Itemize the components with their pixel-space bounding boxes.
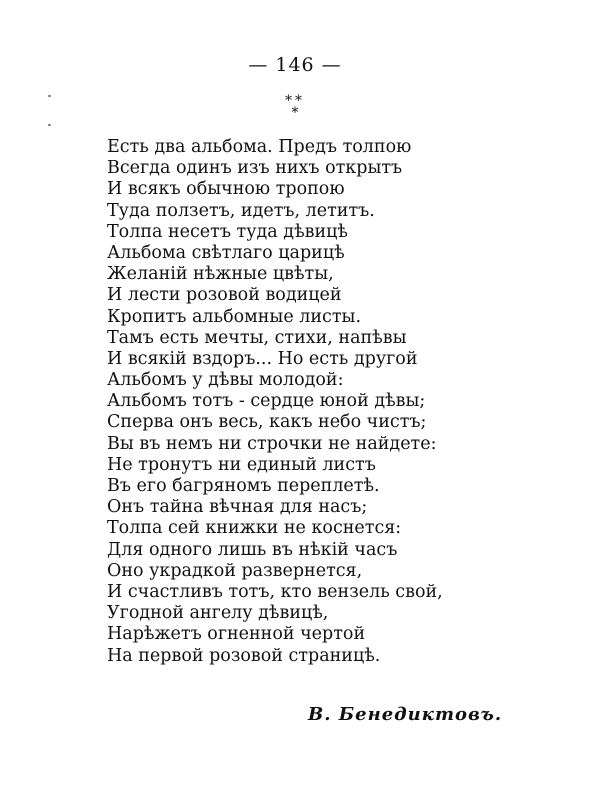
ornament-bottom: * [291,105,299,121]
poem-line: И всякъ обычною тропою [107,179,345,200]
poem-line: Тамъ есть мечты, стихи, напѣвы [107,327,407,348]
poem-line: Не тронутъ ни единый листъ [107,454,376,475]
poem-line: И счастливъ тотъ, кто вензель свой, [107,581,443,602]
poem-line: Въ его багряномъ переплетѣ. [107,476,380,496]
paper-speck [48,124,51,126]
poem-line: Туда ползетъ, идетъ, летитъ. [107,200,375,221]
poem-line: Есть два альбома. Предъ толпою [107,137,412,157]
poem-line: Желаній нѣжные цвѣты, [107,264,334,285]
poem-line: Онъ тайна вѣчная для насъ; [107,497,368,518]
ornament-top: ** [285,93,305,109]
poem-line: И лести розовой водицей [107,285,342,306]
poem-line: Альбомъ у дѣвы молодой: [107,370,344,391]
poem-line: Толпа несетъ туда дѣвицѣ [107,221,348,242]
poem-line: Толпа сей книжки не коснется: [107,518,402,539]
poem-line: Всегда одинъ изъ нихъ открытъ [107,158,403,179]
poem-line: Угодной ангелу дѣвицѣ, [107,603,329,624]
poem-line: Для одного лишь въ нѣкій часъ [107,539,398,560]
asterism-ornament [0,95,590,119]
poem-text [107,137,547,667]
poem-line: На первой розовой страницѣ. [107,645,381,666]
poem-line: И всякій вздоръ... Но есть другой [107,348,418,369]
poem-line: Оно украдкой развернется, [107,560,363,581]
page-number: — 146 — [248,54,342,76]
poem-line: Нарѣжетъ огненной чертой [107,624,366,645]
poem-line: Вы въ немъ ни строчки не найдете: [107,433,437,454]
poem-line: Альбомъ тотъ - сердце юной дѣвы; [107,391,426,412]
poem-line: Альбома свѣтлаго царицѣ [107,242,345,263]
poem-line: Сперва онъ весь, какъ небо чистъ; [107,412,427,433]
author-signature: В. Бенедиктовъ. [308,704,503,725]
poem-line: Кропитъ альбомные листы. [107,306,362,327]
